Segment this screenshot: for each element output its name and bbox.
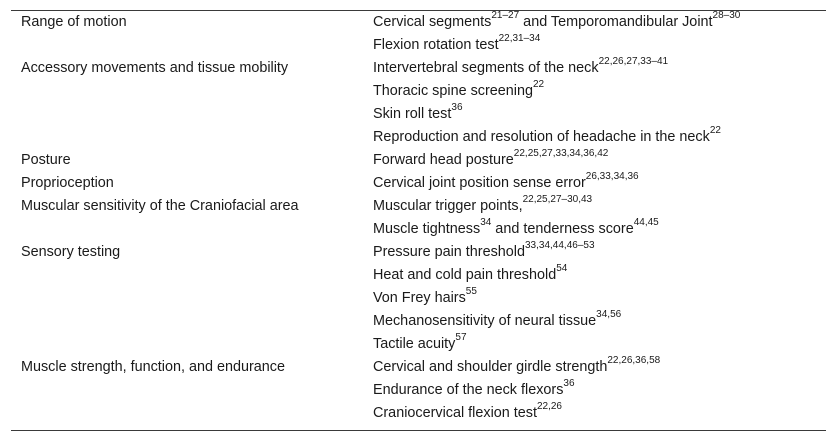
measure-cell — [373, 57, 668, 80]
measure-text: and Temporomandibular Joint — [519, 14, 713, 30]
measure-text: Cervical and shoulder girdle strength — [373, 359, 608, 375]
table-row — [11, 356, 826, 379]
category-cell: Accessory movements and tissue mobility — [21, 60, 289, 76]
measure-cell — [373, 80, 544, 103]
reference-superscript: 22,26,27,33–41 — [598, 56, 669, 68]
measure-cell — [373, 287, 477, 310]
reference-superscript: 22,25,27,33,34,36,42 — [513, 148, 609, 160]
reference-superscript: 36 — [451, 102, 463, 114]
table-row — [11, 241, 826, 264]
measure-text: Mechanosensitivity of neural tissue — [373, 313, 597, 329]
table-row — [11, 103, 826, 126]
table-row — [11, 402, 826, 425]
measure-cell — [373, 149, 608, 172]
reference-superscript: 57 — [455, 332, 467, 344]
measure-text: Pressure pain threshold — [373, 244, 525, 260]
measure-cell — [373, 310, 621, 333]
reference-superscript: 22 — [532, 79, 545, 91]
category-cell: Proprioception — [21, 175, 114, 191]
reference-superscript: 33,34,44,46–53 — [525, 240, 595, 252]
reference-superscript: 44,45 — [633, 217, 659, 229]
measure-text: Forward head posture — [373, 152, 514, 168]
reference-superscript: 55 — [465, 286, 477, 298]
measure-text: and tenderness score — [491, 221, 634, 237]
measure-text: Tactile acuity — [373, 336, 456, 352]
reference-superscript: 22,26 — [536, 401, 562, 413]
reference-superscript: 36 — [563, 378, 575, 390]
table-row — [11, 126, 826, 149]
measure-cell — [373, 172, 639, 195]
measure-text: Cervical segments — [373, 14, 492, 30]
measure-cell — [373, 126, 721, 149]
table-row — [11, 333, 826, 356]
table-row — [11, 287, 826, 310]
measure-cell — [373, 11, 740, 34]
measure-cell — [373, 103, 463, 126]
reference-superscript: 22,25,27–30,43 — [522, 194, 593, 206]
measure-text: Cervical joint position sense error — [373, 175, 586, 191]
reference-superscript: 22 — [709, 125, 721, 137]
measure-text: Muscle tightness — [373, 221, 481, 237]
measure-text: Skin roll test — [373, 106, 452, 122]
measure-cell — [373, 356, 660, 379]
measure-text: Heat and cold pain threshold — [373, 267, 557, 283]
category-cell: Sensory testing — [21, 244, 121, 260]
table-row — [11, 34, 826, 57]
table-row — [11, 172, 826, 195]
table-row — [11, 11, 826, 34]
measure-cell — [373, 218, 659, 241]
measure-text: Reproduction and resolution of headache in the neck — [373, 129, 710, 145]
reference-superscript: 22,26,36,58 — [607, 355, 661, 367]
measure-cell — [373, 333, 467, 356]
table-row — [11, 195, 826, 218]
category-cell: Posture — [21, 152, 71, 168]
measure-cell — [373, 241, 595, 264]
measure-cell — [373, 264, 567, 287]
table-row — [11, 80, 826, 103]
category-cell: Muscular sensitivity of the Craniofacial area — [21, 198, 299, 214]
table-row — [11, 218, 826, 241]
reference-superscript: 34 — [480, 217, 492, 229]
measure-cell — [373, 195, 592, 218]
measure-text: Muscular trigger points, — [373, 198, 523, 214]
measure-text: Craniocervical flexion test — [373, 405, 537, 421]
reference-superscript: 54 — [556, 263, 568, 275]
table-row — [11, 57, 826, 80]
reference-superscript: 21–27 — [491, 10, 520, 22]
measure-text: Thoracic spine screening — [373, 83, 533, 99]
category-cell: Range of motion — [21, 14, 127, 30]
measure-cell — [373, 34, 540, 57]
category-cell: Muscle strength, function, and endurance — [21, 359, 285, 375]
measure-text: Intervertebral segments of the neck — [373, 60, 599, 76]
table-row — [11, 264, 826, 287]
table-row — [11, 379, 826, 402]
measure-text: Flexion rotation test — [373, 37, 499, 53]
reference-superscript: 28–30 — [712, 10, 741, 22]
measure-text: Endurance of the neck flexors — [373, 382, 564, 398]
measure-text: Von Frey hairs — [373, 290, 466, 306]
reference-superscript: 22,31–34 — [498, 33, 541, 45]
measure-cell — [373, 402, 562, 425]
measures-table — [11, 10, 826, 431]
table-row — [11, 310, 826, 333]
table-body — [11, 11, 826, 425]
reference-superscript: 26,33,34,36 — [585, 171, 639, 183]
reference-superscript: 34,56 — [596, 309, 622, 321]
measure-cell — [373, 379, 575, 402]
table-row — [11, 149, 826, 172]
table-bottom-rule — [11, 430, 826, 431]
